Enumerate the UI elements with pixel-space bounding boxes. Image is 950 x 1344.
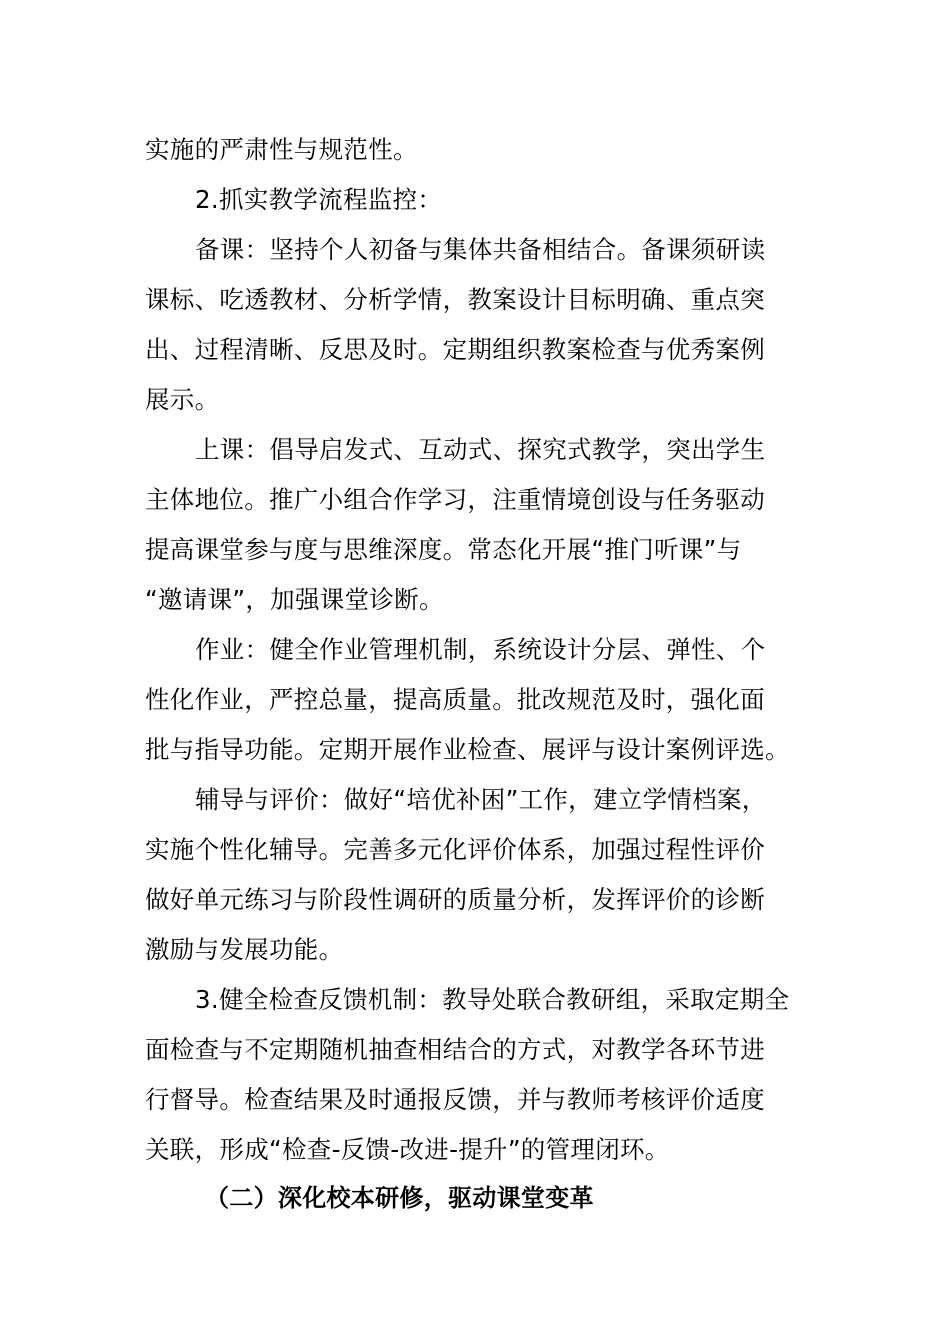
- text-line: 实施个性化辅导。完善多元化评价体系，加强过程性评价: [145, 835, 765, 864]
- text-line: 批与指导功能。定期开展作业检查、展评与设计案例评选。: [145, 735, 790, 764]
- text-line: 辅导与评价：做好“培优补困”工作，建立学情档案，: [195, 785, 767, 814]
- text-line: 提高课堂参与度与思维深度。常态化开展“推门听课”与: [145, 535, 742, 564]
- text-line: “邀请课”，加强课堂诊断。: [145, 585, 444, 614]
- text-line: 3.健全检查反馈机制：教导处联合教研组，采取定期全: [195, 985, 790, 1014]
- text-line: 行督导。检查结果及时通报反馈，并与教师考核评价适度: [145, 1085, 765, 1114]
- text-line: 备课：坚持个人初备与集体共备相结合。备课须研读: [195, 235, 766, 264]
- text-line: 主体地位。推广小组合作学习，注重情境创设与任务驱动: [145, 485, 765, 514]
- text-line: 课标、吃透教材、分析学情，教案设计目标明确、重点突: [145, 285, 765, 314]
- text-line: 2.抓实教学流程监控：: [195, 185, 443, 214]
- text-line: 关联，形成“检查-反馈-改进-提升”的管理闭环。: [145, 1135, 670, 1164]
- text-line: 作业：健全作业管理机制，系统设计分层、弹性、个: [195, 635, 766, 664]
- text-line: 出、过程清晰、反思及时。定期组织教案检查与优秀案例: [145, 335, 765, 364]
- text-line: 性化作业，严控总量，提高质量。批改规范及时，强化面: [145, 685, 765, 714]
- text-line: 面检查与不定期随机抽查相结合的方式，对教学各环节进: [145, 1035, 765, 1064]
- text-line: 激励与发展功能。: [145, 935, 344, 964]
- text-line: 实施的严肃性与规范性。: [145, 135, 418, 164]
- section-heading: （二）深化校本研修，驱动课堂变革: [205, 1184, 594, 1212]
- text-line: 上课：倡导启发式、互动式、探究式教学，突出学生: [195, 435, 766, 464]
- text-line: 做好单元练习与阶段性调研的质量分析，发挥评价的诊断: [145, 885, 765, 914]
- text-line: 展示。: [145, 385, 220, 414]
